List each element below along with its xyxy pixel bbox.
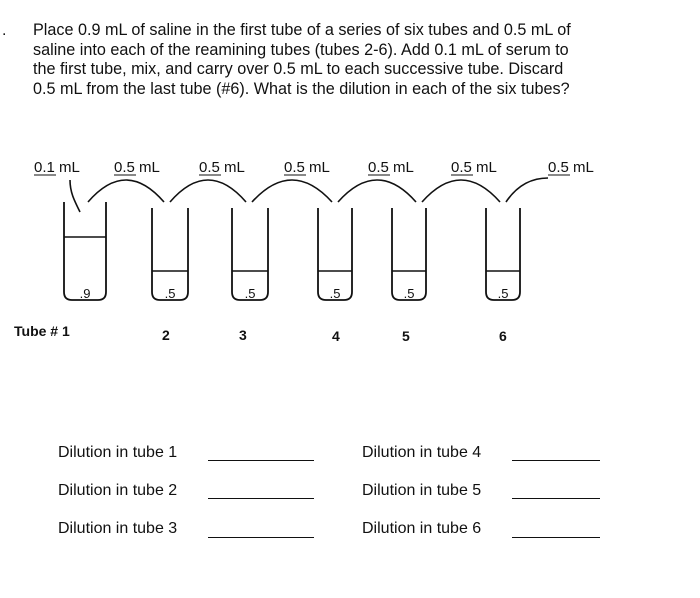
answer-label: Dilution in tube 1 [58,444,178,461]
answer-blank[interactable] [512,460,600,461]
transfer-arrow [506,178,548,202]
transfer-label: 0.5 mL [451,159,497,176]
question-line: 0.5 mL from the last tube (#6). What is the dilution in each of the six tubes? [33,79,570,98]
list-bullet: . [2,22,7,39]
answer-label: Dilution in tube 4 [362,444,482,461]
answer-label: Dilution in tube 3 [58,520,178,537]
transfer-arrow [170,180,246,202]
tube-number: 3 [239,327,247,343]
transfer-label: 0.5 mL [548,159,594,176]
answer-label: Dilution in tube 2 [58,482,178,499]
tube-row-label: Tube # 1 [14,323,70,339]
tube-volume: .5 [164,286,176,301]
tube-volume: .5 [329,286,341,301]
transfer-label: 0.5 mL [284,159,330,176]
tube-number: 2 [162,327,170,343]
transfer-label: 0.1 mL [34,159,80,176]
question-line: Place 0.9 mL of saline in the first tube of a series of six tubes and 0.5 mL of [33,21,571,39]
answer-blank[interactable] [512,537,600,538]
transfer-arrow [88,180,164,202]
transfer-arrow [70,180,80,212]
tube-number: 5 [402,328,410,344]
serial-dilution-diagram [0,140,700,360]
tube-number: 4 [332,328,340,344]
question-line: saline into each of the reamining tubes (tubes 2-6). Add 0.1 mL of serum to [33,40,569,59]
transfer-label: 0.5 mL [368,159,414,176]
transfer-arrow [338,180,416,202]
answer-blank[interactable] [208,498,314,499]
tube-volume: .9 [79,286,91,301]
tube-volume: .5 [403,286,415,301]
question-line: the first tube, mix, and carry over 0.5 mL to each successive tube. Discard [33,60,564,78]
tube-volume: .5 [244,286,256,301]
question-text [33,21,673,99]
transfer-label: 0.5 mL [114,159,160,176]
answer-blank[interactable] [208,537,314,538]
answer-blank[interactable] [208,460,314,461]
transfer-label: 0.5 mL [199,159,245,176]
transfer-arrow [252,180,332,202]
answer-label: Dilution in tube 5 [362,482,482,499]
tube-volume: .5 [497,286,509,301]
tube-number: 6 [499,328,507,344]
transfer-arrow [422,180,500,202]
answer-label: Dilution in tube 6 [362,520,482,537]
answer-blank[interactable] [512,498,600,499]
